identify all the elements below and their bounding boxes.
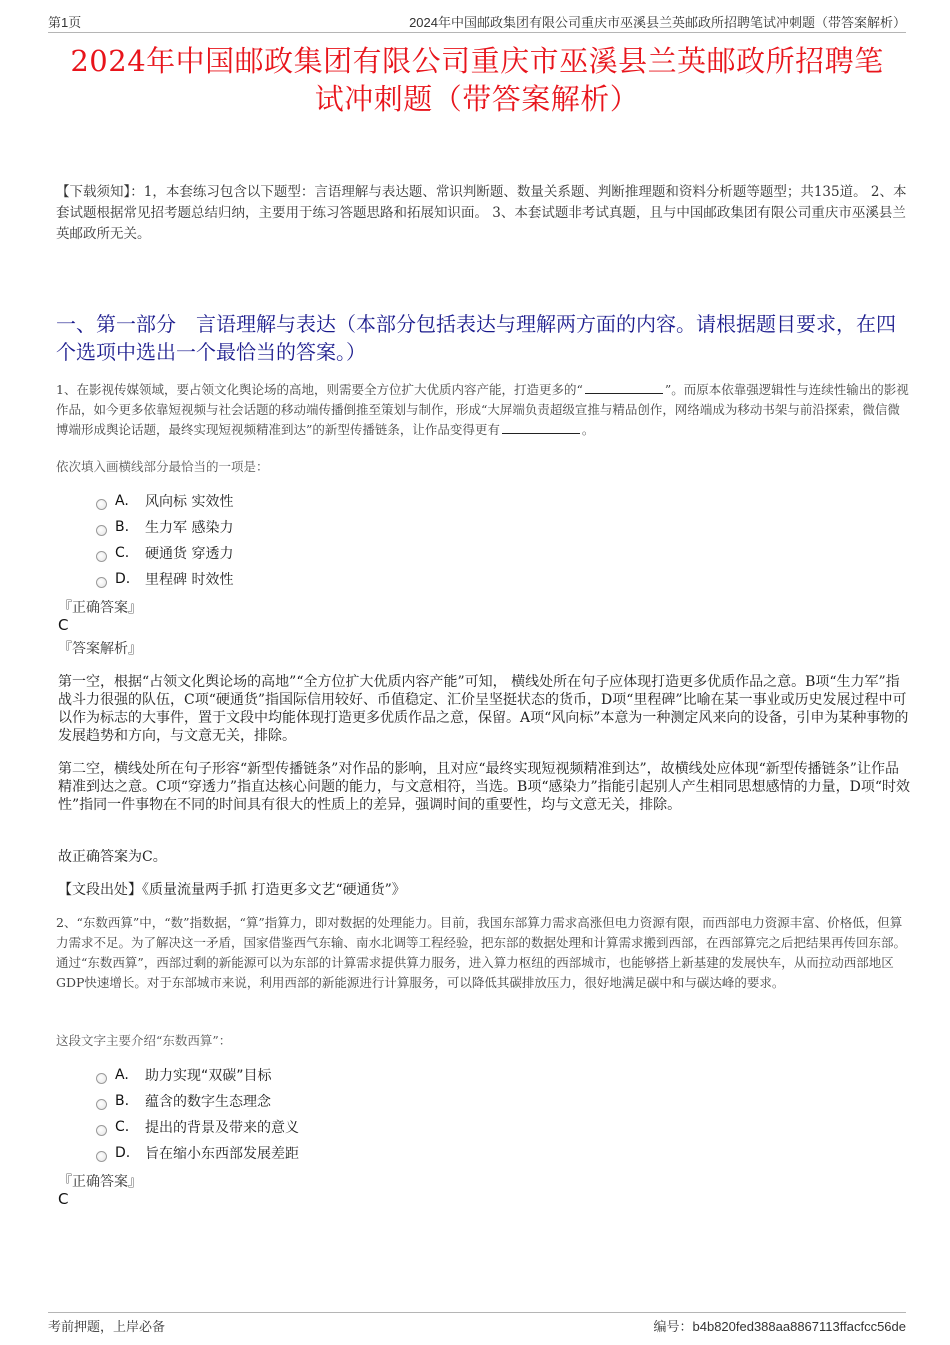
question-1-options (96, 488, 233, 592)
footer-slogan: 考前押题，上岸必备 (48, 1319, 166, 1334)
page-footer (48, 1312, 906, 1333)
radio-icon[interactable] (96, 1125, 107, 1136)
fill-blank-1 (585, 381, 663, 394)
option-d[interactable]: D. 旨在缩小东西部发展差距 (96, 1140, 299, 1166)
section-heading: 一、第一部分 言语理解与表达（本部分包括表达与理解两方面的内容。请根据题目要求，在四个选项中选出一个最恰当的答案。） (56, 312, 896, 364)
option-b[interactable]: B. 生力军 感染力 (96, 514, 233, 540)
radio-icon[interactable] (96, 499, 107, 510)
serial-number: 编号：b4b820fed388aa8867113ffacfcc56de (653, 1319, 906, 1334)
radio-icon[interactable] (96, 1099, 107, 1110)
document-title (48, 42, 906, 118)
radio-icon[interactable] (96, 551, 107, 562)
download-notice: 【下载须知】：1，本套练习包含以下题型：言语理解与表达题、常识判断题、数量关系题、判断推理题和资料分析题等题型；共135道。 2、本套试题根据常见招考题总结归纳，主要用于练习答题思路和拓展知识面。 3、本套试题非考试真题，且与中国邮政集团有限公司重庆市巫溪县兰英邮政所无关。 (56, 184, 907, 242)
radio-icon[interactable] (96, 1151, 107, 1162)
page-header (48, 14, 906, 33)
radio-icon[interactable] (96, 1073, 107, 1084)
question-2-stem: 2、“东数西算”中，“数”指数据，“算”指算力，即对数据的处理能力。目前，我国东部算力需求高涨但电力资源有限，而西部电力资源丰富、价格低，但算力需求不足。为了解决这一矛盾，国家借鉴西气东输、南水北调等工程经验，把东部的数据处理和计算需求搬到西部，在西部算完之后把结果再传回东部。通过“东数西算”，西部过剩的新能源可以为东部的计算需求提供算力服务，进入算力枢纽的西部城市，也能够搭上新基建的发展快车，从而拉动西部地区GDP快速增长。对于东部城市来说，利用西部的新能源进行计算服务，可以降低其碳排放压力，很好地满足碳中和与碳达峰的要求。 (56, 915, 907, 990)
analysis-label: 『答案解析』 (58, 641, 142, 657)
analysis-paragraph-2: 第二空，横线处所在句子形容“新型传播链条”对作品的影响，且对应“最终实现短视频精准到达”，故横线处应体现“新型传播链条”让作品精准到达之意。C项“穿透力”指直达核心问题的能力，与文意相符，当选。B项“感染力”指能引起别人产生相同思想感情的力量，D项“时效性”指同一件事物在不同的时间具有很大的性质上的差异，强调时间的重要性，均与文意无关，排除。 (58, 761, 911, 813)
correct-answer-label: 『正确答案』 (58, 1174, 142, 1190)
correct-answer-value: C (58, 616, 69, 634)
radio-icon[interactable] (96, 525, 107, 536)
option-a[interactable]: A. 助力实现“双碳”目标 (96, 1062, 299, 1088)
question-1-prompt: 依次填入画横线部分最恰当的一项是： (56, 459, 269, 474)
passage-source: 【文段出处】《质量流量两手抓 打造更多文艺“硬通货”》 (58, 882, 406, 898)
running-title: 2024年中国邮政集团有限公司重庆市巫溪县兰英邮政所招聘笔试冲刺题（带答案解析） (409, 15, 906, 30)
option-c[interactable]: C. 提出的背景及带来的意义 (96, 1114, 299, 1140)
radio-icon[interactable] (96, 577, 107, 588)
document-title-line2: 试冲刺题（带答案解析） (314, 82, 640, 116)
analysis-conclusion: 故正确答案为C。 (58, 849, 167, 865)
question-2-options (96, 1062, 299, 1166)
page-number: 第1页 (48, 15, 82, 30)
option-a[interactable]: A. 风向标 实效性 (96, 488, 233, 514)
option-c[interactable]: C. 硬通货 穿透力 (96, 540, 233, 566)
option-d[interactable]: D. 里程碑 时效性 (96, 566, 233, 592)
question-1-stem: 1、在影视传媒领域，要占领文化舆论场的高地，则需要全方位扩大优质内容产能，打造更多的“ ”。而原本依靠强逻辑性与连续性输出的影视作品，如今更多依靠短视频与社会话题的移动端传播倒推至策划与制作，形成“大屏端负责超级宣推与精品创作，网络端成为移动书架与前沿探索，微信微博端形成舆论话题，最终实现短视频精准到达”的新型传播链条，让作品变得更有 。 (56, 382, 909, 437)
option-b[interactable]: B. 蕴含的数字生态理念 (96, 1088, 299, 1114)
fill-blank-2 (502, 421, 580, 434)
correct-answer-label: 『正确答案』 (58, 600, 142, 616)
document-title-line1: 2024年中国邮政集团有限公司重庆市巫溪县兰英邮政所招聘笔 (70, 44, 884, 78)
analysis-paragraph-1: 第一空，根据“占领文化舆论场的高地”“全方位扩大优质内容产能”可知， 横线处所在句子应体现打造更多优质作品之意。B项“生力军”指战斗力很强的队伍，C项“硬通货”指国际信用较好、币值稳定、汇价呈坚挺状态的货币，D项“里程碑”比喻在某一事业或历史发展过程中可以作为标志的大事件，置于文段中均能体现打造更多优质作品之意，保留。A项“风向标”本意为一种测定风来向的设备，引申为某种事物的发展趋势和方向，与文意无关，排除。 (58, 674, 909, 744)
correct-answer-value: C (58, 1190, 69, 1208)
question-2-prompt: 这段文字主要介绍“东数西算”： (56, 1033, 232, 1048)
